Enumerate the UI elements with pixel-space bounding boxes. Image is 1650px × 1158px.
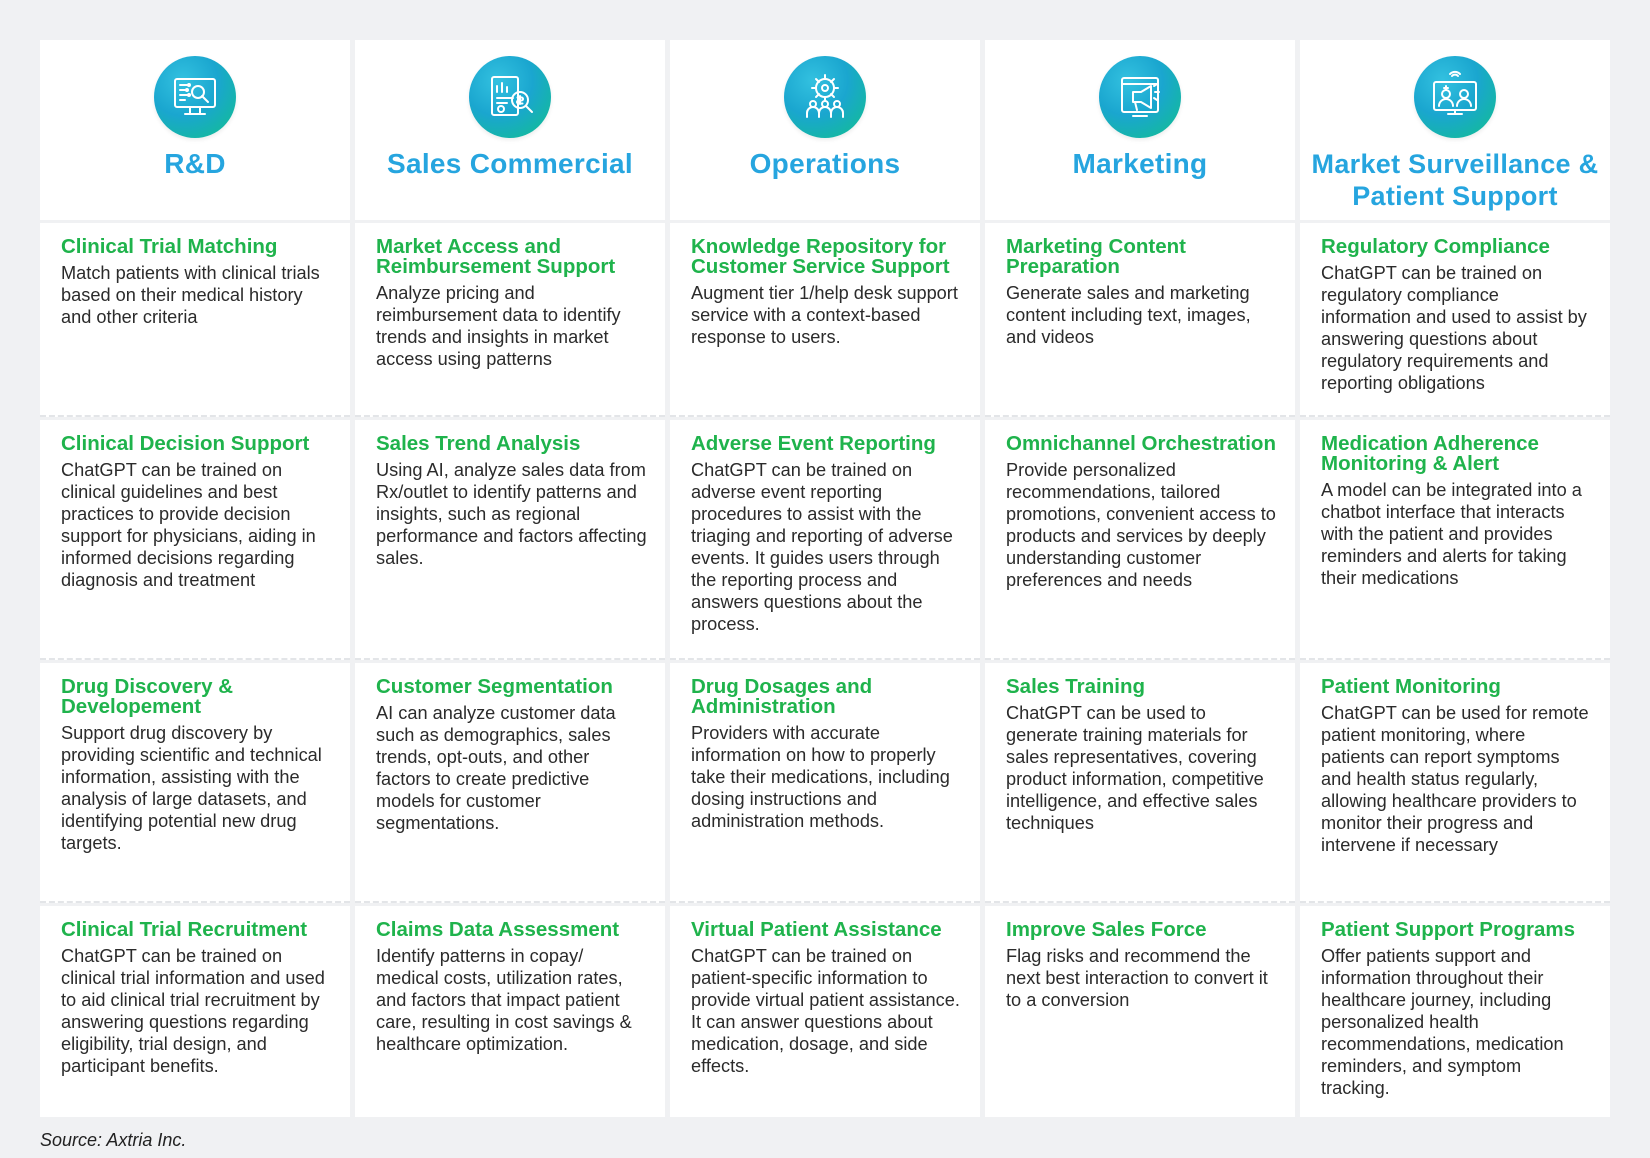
- card-title: Sales Trend Analysis: [376, 432, 581, 455]
- column-title: Market Surveillance & Patient Support: [1311, 149, 1599, 211]
- card-title: Sales Training: [1006, 675, 1145, 698]
- use-case-card: [1300, 663, 1610, 903]
- use-case-grid: [40, 40, 1610, 1117]
- use-case-card: [670, 223, 980, 417]
- card-description: Match patients with clinical trials based on their medical history and other criteria: [61, 263, 320, 327]
- use-case-card: [355, 663, 665, 903]
- use-case-card: [355, 223, 665, 417]
- card-body: [40, 663, 350, 854]
- card-description: Support drug discovery by providing scientific and technical information, assisting with the analysis of large datasets, and identifying potential new drug targets.: [61, 723, 322, 853]
- card-description: Augment tier 1/help desk support service with a context-based response to users.: [691, 283, 958, 347]
- card-title: Clinical Decision Support: [61, 432, 310, 455]
- card-body: [40, 420, 350, 591]
- use-case-card: [985, 223, 1295, 417]
- card-body: [985, 663, 1295, 834]
- card-body: [670, 906, 980, 1077]
- card-body: [670, 663, 980, 832]
- card-description: Using AI, analyze sales data from Rx/outlet to identify patterns and insights, such as regional performance and factors affecting sales.: [376, 460, 647, 568]
- use-case-card: [1300, 420, 1610, 660]
- card-title: Market Access and Reimbursement Support: [376, 235, 616, 278]
- card-title: Clinical Trial Recruitment: [61, 918, 308, 941]
- card-title: Regulatory Compliance: [1321, 235, 1550, 258]
- megaphone-screen-icon: [1099, 56, 1181, 138]
- rnd-circuit-monitor-icon: [154, 56, 236, 138]
- card-body: [1300, 420, 1610, 589]
- card-body: [40, 906, 350, 1077]
- column-title: Marketing: [1072, 148, 1208, 179]
- use-case-card: [670, 663, 980, 903]
- column-header: [355, 40, 665, 220]
- column-header: [670, 40, 980, 220]
- card-body: [985, 906, 1295, 1011]
- card-title: Customer Segmentation: [376, 675, 613, 698]
- use-case-card: [670, 420, 980, 660]
- use-case-card: [355, 906, 665, 1117]
- column-header: [985, 40, 1295, 220]
- use-case-card: [1300, 906, 1610, 1117]
- card-description: Providers with accurate information on how to properly take their medications, including dosing instructions and administration methods.: [691, 723, 950, 831]
- card-description: AI can analyze customer data such as demographics, sales trends, opt-outs, and other factors to create predictive models for customer segmentations.: [376, 703, 616, 833]
- card-title: Clinical Trial Matching: [61, 235, 278, 258]
- card-description: ChatGPT can be used for remote patient monitoring, where patients can report symptoms and health status regularly, allowing healthcare providers to monitor their progress and intervene if necessary: [1321, 703, 1589, 855]
- source-value: : Axtria Inc.: [97, 1130, 187, 1150]
- sales-report-magnifier-icon: [469, 56, 551, 138]
- use-case-card: [355, 420, 665, 660]
- card-title: Adverse Event Reporting: [691, 432, 936, 455]
- card-body: [40, 223, 350, 328]
- card-description: ChatGPT can be trained on patient-specific information to provide virtual patient assistance. It can answer questions about medication, dosage, and side effects.: [691, 946, 960, 1076]
- telehealth-monitor-icon: [1414, 56, 1496, 138]
- card-body: [355, 420, 665, 569]
- card-title: Omnichannel Orchestration: [1006, 432, 1276, 455]
- card-description: ChatGPT can be trained on adverse event reporting procedures to assist with the triaging and reporting of adverse events. It guides users through the reporting process and answers questions about the process.: [691, 460, 953, 634]
- card-title: Drug Dosages and Administration: [691, 675, 873, 718]
- use-case-card: [1300, 223, 1610, 417]
- use-case-card: [985, 663, 1295, 903]
- card-body: [1300, 906, 1610, 1099]
- card-body: [355, 223, 665, 370]
- card-description: ChatGPT can be used to generate training materials for sales representatives, covering product information, competitive intelligence, and effective sales techniques: [1006, 703, 1264, 833]
- use-case-card: [670, 906, 980, 1117]
- card-description: ChatGPT can be trained on clinical guidelines and best practices to provide decision support for physicians, aiding in informed decisions regarding diagnosis and treatment: [61, 460, 316, 590]
- card-title: Patient Monitoring: [1321, 675, 1501, 698]
- card-body: [1300, 663, 1610, 856]
- card-description: Provide personalized recommendations, tailored promotions, convenient access to products and services by deeply understanding customer preferences and needs: [1006, 460, 1276, 590]
- card-body: [1300, 223, 1610, 394]
- column-header: [40, 40, 350, 220]
- card-body: [355, 906, 665, 1055]
- card-body: [985, 223, 1295, 348]
- card-title: Improve Sales Force: [1006, 918, 1207, 941]
- use-case-card: [985, 906, 1295, 1117]
- card-title: Knowledge Repository for Customer Service Support: [691, 235, 950, 278]
- gear-people-icon: [784, 56, 866, 138]
- column-title: Operations: [749, 148, 901, 179]
- card-description: ChatGPT can be trained on clinical trial information and used to aid clinical trial recruitment by answering questions regarding eligibility, trial design, and participant benefits.: [61, 946, 325, 1076]
- card-body: [670, 420, 980, 635]
- card-title: Claims Data Assessment: [376, 918, 620, 941]
- use-case-card: [40, 420, 350, 660]
- column-header: [1300, 40, 1610, 220]
- card-description: Analyze pricing and reimbursement data to identify trends and insights in market access using patterns: [376, 283, 621, 369]
- card-body: [670, 223, 980, 348]
- card-description: A model can be integrated into a chatbot interface that interacts with the patient and provides reminders and alerts for taking their medications: [1321, 480, 1582, 588]
- card-description: Flag risks and recommend the next best interaction to convert it to a conversion: [1006, 946, 1268, 1010]
- use-case-card: [985, 420, 1295, 660]
- card-description: ChatGPT can be trained on regulatory compliance information and used to assist by answering questions about regulatory requirements and reporting obligations: [1321, 263, 1587, 393]
- use-case-card: [40, 663, 350, 903]
- card-description: Generate sales and marketing content including text, images, and videos: [1006, 283, 1251, 347]
- source-note: [40, 1130, 186, 1151]
- card-body: [355, 663, 665, 834]
- use-case-card: [40, 906, 350, 1117]
- source-label: Source: [40, 1130, 98, 1150]
- card-title: Virtual Patient Assistance: [691, 918, 942, 941]
- card-description: Offer patients support and information throughout their healthcare journey, including personalized health recommendations, medication reminders, and symptom tracking.: [1321, 946, 1564, 1098]
- column-title: Sales Commercial: [386, 148, 634, 179]
- column-title: R&D: [164, 148, 226, 179]
- card-title: Drug Discovery & Developement: [61, 675, 234, 718]
- card-title: Marketing Content Preparation: [1006, 235, 1186, 278]
- use-case-card: [40, 223, 350, 417]
- card-body: [985, 420, 1295, 591]
- card-description: Identify patterns in copay/ medical costs, utilization rates, and factors that impact patient care, resulting in cost savings & healthcare optimization.: [376, 946, 632, 1054]
- card-title: Patient Support Programs: [1321, 918, 1576, 941]
- card-title: Medication Adherence Monitoring & Alert: [1321, 432, 1539, 475]
